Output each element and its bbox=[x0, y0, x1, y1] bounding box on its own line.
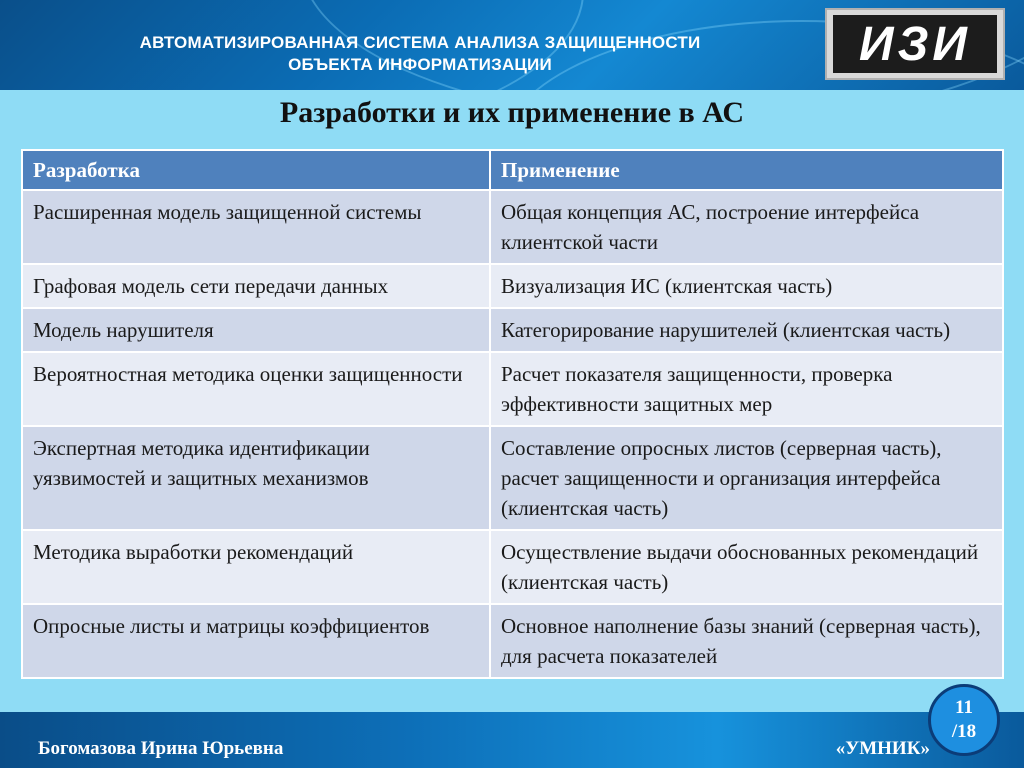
development-cell: Экспертная методика идентификации уязвимостей и защитных механизмов bbox=[22, 426, 490, 530]
developments-table bbox=[21, 149, 1004, 679]
column-header-development: Разработка bbox=[22, 150, 490, 190]
table-row bbox=[22, 604, 1003, 678]
application-cell: Осуществление выдачи обоснованных рекомендаций (клиентская часть) bbox=[490, 530, 1003, 604]
izi-logo bbox=[825, 8, 1005, 80]
page-current: 11 bbox=[955, 697, 973, 718]
logo-text: ИЗИ bbox=[833, 15, 997, 73]
development-cell: Расширенная модель защищенной системы bbox=[22, 190, 490, 264]
table-row bbox=[22, 264, 1003, 308]
application-cell: Основное наполнение базы знаний (серверная часть), для расчета показателей bbox=[490, 604, 1003, 678]
application-cell: Расчет показателя защищенности, проверка эффективности защитных мер bbox=[490, 352, 1003, 426]
presentation-title-line1: АВТОМАТИЗИРОВАННАЯ СИСТЕМА АНАЛИЗА ЗАЩИЩЕННОСТИ bbox=[139, 33, 701, 52]
author-name: Богомазова Ирина Юрьевна bbox=[38, 738, 284, 759]
table-row bbox=[22, 352, 1003, 426]
application-cell: Визуализация ИС (клиентская часть) bbox=[490, 264, 1003, 308]
slide-title: Разработки и их применение в АС bbox=[279, 96, 745, 129]
development-cell: Модель нарушителя bbox=[22, 308, 490, 352]
application-cell: Общая концепция АС, построение интерфейса клиентской части bbox=[490, 190, 1003, 264]
page-number-badge bbox=[928, 684, 1000, 756]
table-row bbox=[22, 308, 1003, 352]
development-cell: Вероятностная методика оценки защищенности bbox=[22, 352, 490, 426]
application-cell: Категорирование нарушителей (клиентская часть) bbox=[490, 308, 1003, 352]
column-header-application: Применение bbox=[490, 150, 1003, 190]
development-cell: Методика выработки рекомендаций bbox=[22, 530, 490, 604]
table-header-row bbox=[22, 150, 1003, 190]
presentation-title-line2: ОБЪЕКТА ИНФОРМАТИЗАЦИИ bbox=[288, 55, 552, 74]
presentation-title bbox=[60, 32, 780, 76]
page-total: /18 bbox=[951, 721, 977, 742]
program-name: «УМНИК» bbox=[835, 738, 930, 759]
table-row bbox=[22, 190, 1003, 264]
table-row bbox=[22, 426, 1003, 530]
application-cell: Составление опросных листов (серверная часть), расчет защищенности и организация интерфейса (клиентская часть) bbox=[490, 426, 1003, 530]
table-row bbox=[22, 530, 1003, 604]
development-cell: Графовая модель сети передачи данных bbox=[22, 264, 490, 308]
development-cell: Опросные листы и матрицы коэффициентов bbox=[22, 604, 490, 678]
